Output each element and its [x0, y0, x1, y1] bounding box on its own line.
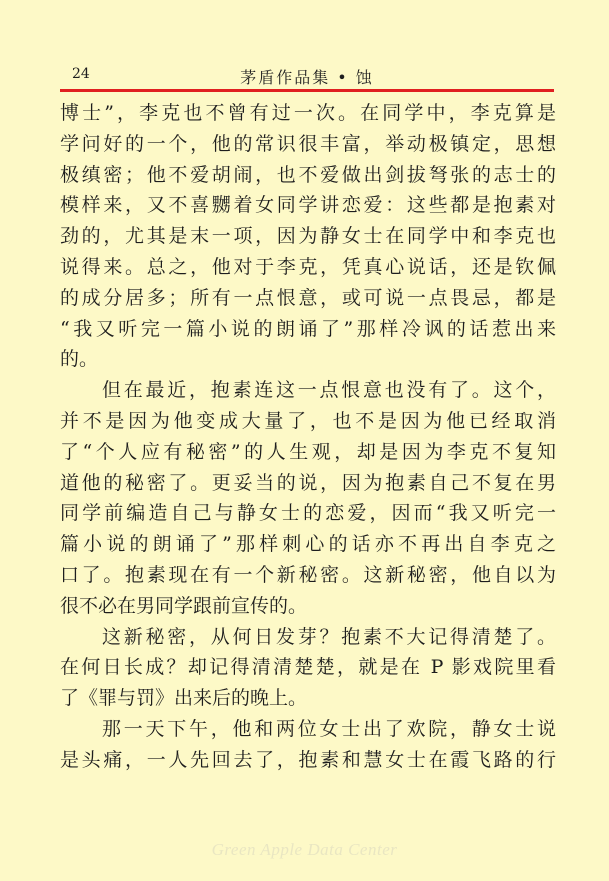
- text-line: 的成分居多；所有一点恨意，或可说一点畏忌，都是: [60, 286, 556, 309]
- text-line: 极缜密；他不爱胡闹，也不爱做出剑拔弩张的志士的: [60, 163, 556, 186]
- text-line: 学问好的一个，他的常识很丰富，举动极镇定，思想: [60, 132, 556, 155]
- text-line: 但在最近，抱素连这一点恨意也没有了。这个，: [102, 379, 556, 402]
- text-line: 道他的秘密了。更妥当的说，因为抱素自己不复在男: [60, 471, 556, 494]
- text-line: 是头痛，一人先回去了，抱素和慧女士在霞飞路的行: [60, 748, 556, 771]
- text-line: 在何日长成？却记得清清楚楚，就是在 P 影戏院里看: [60, 656, 556, 679]
- text-line: 很不必在男同学跟前宣传的。: [60, 594, 308, 617]
- text-line: 同学前编造自己与静女士的恋爱，因而“我又听完一: [60, 502, 556, 525]
- text-line: 了“个人应有秘密”的人生观，却是因为李克不复知: [60, 440, 556, 463]
- text-line: 篇小说的朗诵了”那样刺心的话亦不再出自李克之: [60, 533, 556, 556]
- text-line: 了《罪与罚》出来后的晚上。: [60, 687, 308, 710]
- text-line: 说得来。总之，他对于李克，凭真心说话，还是钦佩: [60, 255, 556, 278]
- text-line: 的。: [60, 348, 99, 371]
- running-title: 茅盾作品集 • 蚀: [240, 68, 374, 87]
- header-rule: [60, 89, 554, 92]
- text-line: 口了。抱素现在有一个新秘密。这新秘密，他自以为: [60, 563, 556, 586]
- text-line: 那一天下午，他和两位女士出了欢院，静女士说: [102, 717, 556, 740]
- text-line: “我又听完一篇小说的朗诵了”那样冷讽的话惹出来: [60, 317, 556, 340]
- text-line: 这新秘密，从何日发芽？抱素不大记得清楚了。: [102, 625, 556, 648]
- text-line: 并不是因为他变成大量了，也不是因为他已经取消: [60, 409, 556, 432]
- page-number: 24: [72, 66, 90, 82]
- footer-watermark: Green Apple Data Center: [211, 840, 398, 859]
- page-header: [60, 58, 554, 88]
- text-line: 劲的，尤其是末一项，因为静女士在同学中和李克也: [60, 225, 556, 248]
- text-line: 模样来，又不喜嬲着女同学讲恋爱：这些都是抱素对: [60, 194, 556, 217]
- text-line: 博士”，李克也不曾有过一次。在同学中，李克算是: [60, 102, 556, 124]
- body-text: [60, 98, 556, 776]
